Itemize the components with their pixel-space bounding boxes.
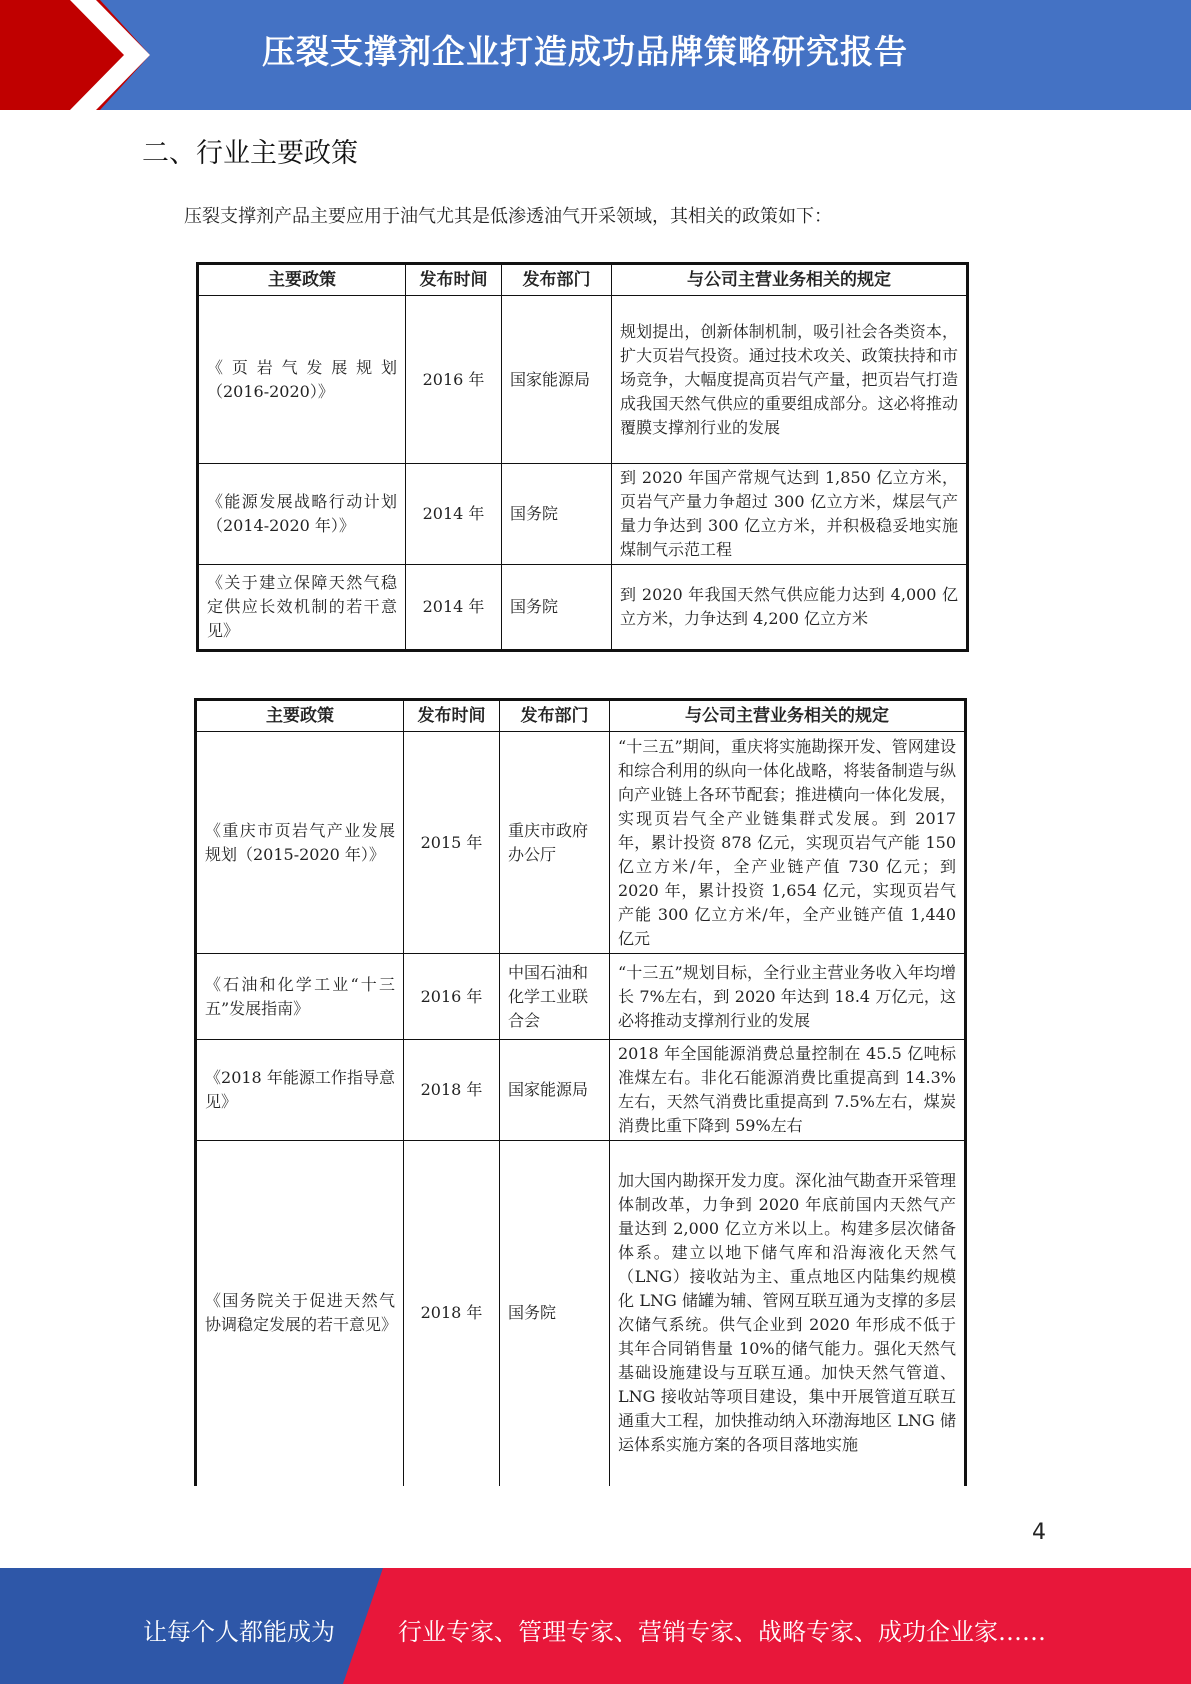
regulation-cell: 2018 年全国能源消费总量控制在 45.5 亿吨标准煤左右。非化石能源消费比重提高到 14.3%左右，天然气消费比重提高到 7.5%左右，煤炭消费比重下降到 59%左右 bbox=[610, 1040, 966, 1141]
column-header-date: 发布时间 bbox=[404, 700, 500, 732]
publish-date-cell: 2016 年 bbox=[404, 954, 500, 1040]
policy-name-cell: 《关于建立保障天然气稳定供应长效机制的若干意见》 bbox=[198, 565, 406, 651]
regulation-cell: “十三五”规划目标，全行业主营业务收入年均增长 7%左右，到 2020 年达到 18.4 万亿元，这必将推动支撑剂行业的发展 bbox=[610, 954, 966, 1040]
column-header-regulation: 与公司主营业务相关的规定 bbox=[612, 264, 968, 296]
policy-name-cell: 《国务院关于促进天然气协调稳定发展的若干意见》 bbox=[196, 1141, 404, 1486]
policy-name-cell: 《能源发展战略行动计划（2014-2020 年）》 bbox=[198, 464, 406, 565]
publish-date-cell: 2016 年 bbox=[406, 296, 502, 464]
regulation-cell: 规划提出，创新体制机制，吸引社会各类资本，扩大页岩气投资。通过技术攻关、政策扶持和市场竞争，大幅度提高页岩气产量，把页岩气打造成我国天然气供应的重要组成部分。这必将推动覆膜支撑剂行业的发展 bbox=[612, 296, 968, 464]
publish-date-cell: 2014 年 bbox=[406, 464, 502, 565]
intro-paragraph: 压裂支撑剂产品主要应用于油气尤其是低渗透油气开采领域，其相关的政策如下： bbox=[184, 206, 832, 227]
table-header-row bbox=[198, 264, 968, 296]
publish-date-cell: 2018 年 bbox=[404, 1040, 500, 1141]
page-number: 4 bbox=[1032, 1520, 1046, 1545]
department-cell: 国务院 bbox=[502, 464, 612, 565]
department-cell: 重庆市政府办公厅 bbox=[500, 732, 610, 954]
policy-name-cell: 《页岩气发展规划（2016-2020）》 bbox=[198, 296, 406, 464]
publish-date-cell: 2014 年 bbox=[406, 565, 502, 651]
page-footer bbox=[0, 1568, 1191, 1684]
department-cell: 国务院 bbox=[502, 565, 612, 651]
column-header-department: 发布部门 bbox=[500, 700, 610, 732]
regulation-cell: 到 2020 年国产常规气达到 1,850 亿立方米，页岩气产量力争超过 300 亿立方米，煤层气产量力争达到 300 亿立方米，并积极稳妥地实施煤制气示范工程 bbox=[612, 464, 968, 565]
policy-table-1 bbox=[196, 262, 969, 652]
department-cell: 国家能源局 bbox=[502, 296, 612, 464]
publish-date-cell: 2018 年 bbox=[404, 1141, 500, 1486]
column-header-date: 发布时间 bbox=[406, 264, 502, 296]
table-header-row bbox=[196, 700, 966, 732]
column-header-policy: 主要政策 bbox=[196, 700, 404, 732]
policy-name-cell: 《重庆市页岩气产业发展规划（2015-2020 年）》 bbox=[196, 732, 404, 954]
report-title: 压裂支撑剂企业打造成功品牌策略研究报告 bbox=[262, 32, 908, 71]
department-cell: 国务院 bbox=[500, 1141, 610, 1486]
table-row bbox=[196, 732, 966, 954]
column-header-department: 发布部门 bbox=[502, 264, 612, 296]
department-cell: 中国石油和化学工业联合会 bbox=[500, 954, 610, 1040]
page-header bbox=[0, 0, 1191, 110]
table-row bbox=[198, 565, 968, 651]
policy-name-cell: 《2018 年能源工作指导意见》 bbox=[196, 1040, 404, 1141]
table-row bbox=[196, 1141, 966, 1486]
policy-name-cell: 《石油和化学工业“十三五”发展指南》 bbox=[196, 954, 404, 1040]
regulation-cell: “十三五”期间，重庆将实施勘探开发、管网建设和综合利用的纵向一体化战略，将装备制造与纵向产业链上各环节配套；推进横向一体化发展，实现页岩气全产业链集群式发展。到 2017 年，累计投资 878 亿元，实现页岩气产能 150 亿立方米/年，全产业链产值 730 亿元；到 2020 年，累计投资 1,654 亿元，实现页岩气产能 300 亿立方米/年，全产业链产值 1,440 亿元 bbox=[610, 732, 966, 954]
table-row bbox=[196, 1040, 966, 1141]
department-cell: 国家能源局 bbox=[500, 1040, 610, 1141]
section-heading: 二、行业主要政策 bbox=[142, 138, 358, 169]
column-header-policy: 主要政策 bbox=[198, 264, 406, 296]
table-row bbox=[198, 296, 968, 464]
column-header-regulation: 与公司主营业务相关的规定 bbox=[610, 700, 966, 732]
footer-slogan-right: 行业专家、管理专家、营销专家、战略专家、成功企业家…… bbox=[398, 1618, 1046, 1646]
table-row bbox=[196, 954, 966, 1040]
policy-table-2 bbox=[194, 698, 967, 1486]
publish-date-cell: 2015 年 bbox=[404, 732, 500, 954]
footer-slogan-left: 让每个人都能成为 bbox=[143, 1618, 335, 1646]
regulation-cell: 加大国内勘探开发力度。深化油气勘查开采管理体制改革，力争到 2020 年底前国内天然气产量达到 2,000 亿立方米以上。构建多层次储备体系。建立以地下储气库和沿海液化天然气（LNG）接收站为主、重点地区内陆集约规模化 LNG 储罐为辅、管网互联互通为支撑的多层次储气系统。供气企业到 2020 年形成不低于其年合同销售量 10%的储气能力。强化天然气基础设施建设与互联互通。加快天然气管道、LNG 接收站等项目建设，集中开展管道互联互通重大工程，加快推动纳入环渤海地区 LNG 储运体系实施方案的各项目落地实施 bbox=[610, 1141, 966, 1486]
regulation-cell: 到 2020 年我国天然气供应能力达到 4,000 亿立方米，力争达到 4,200 亿立方米 bbox=[612, 565, 968, 651]
table-row bbox=[198, 464, 968, 565]
